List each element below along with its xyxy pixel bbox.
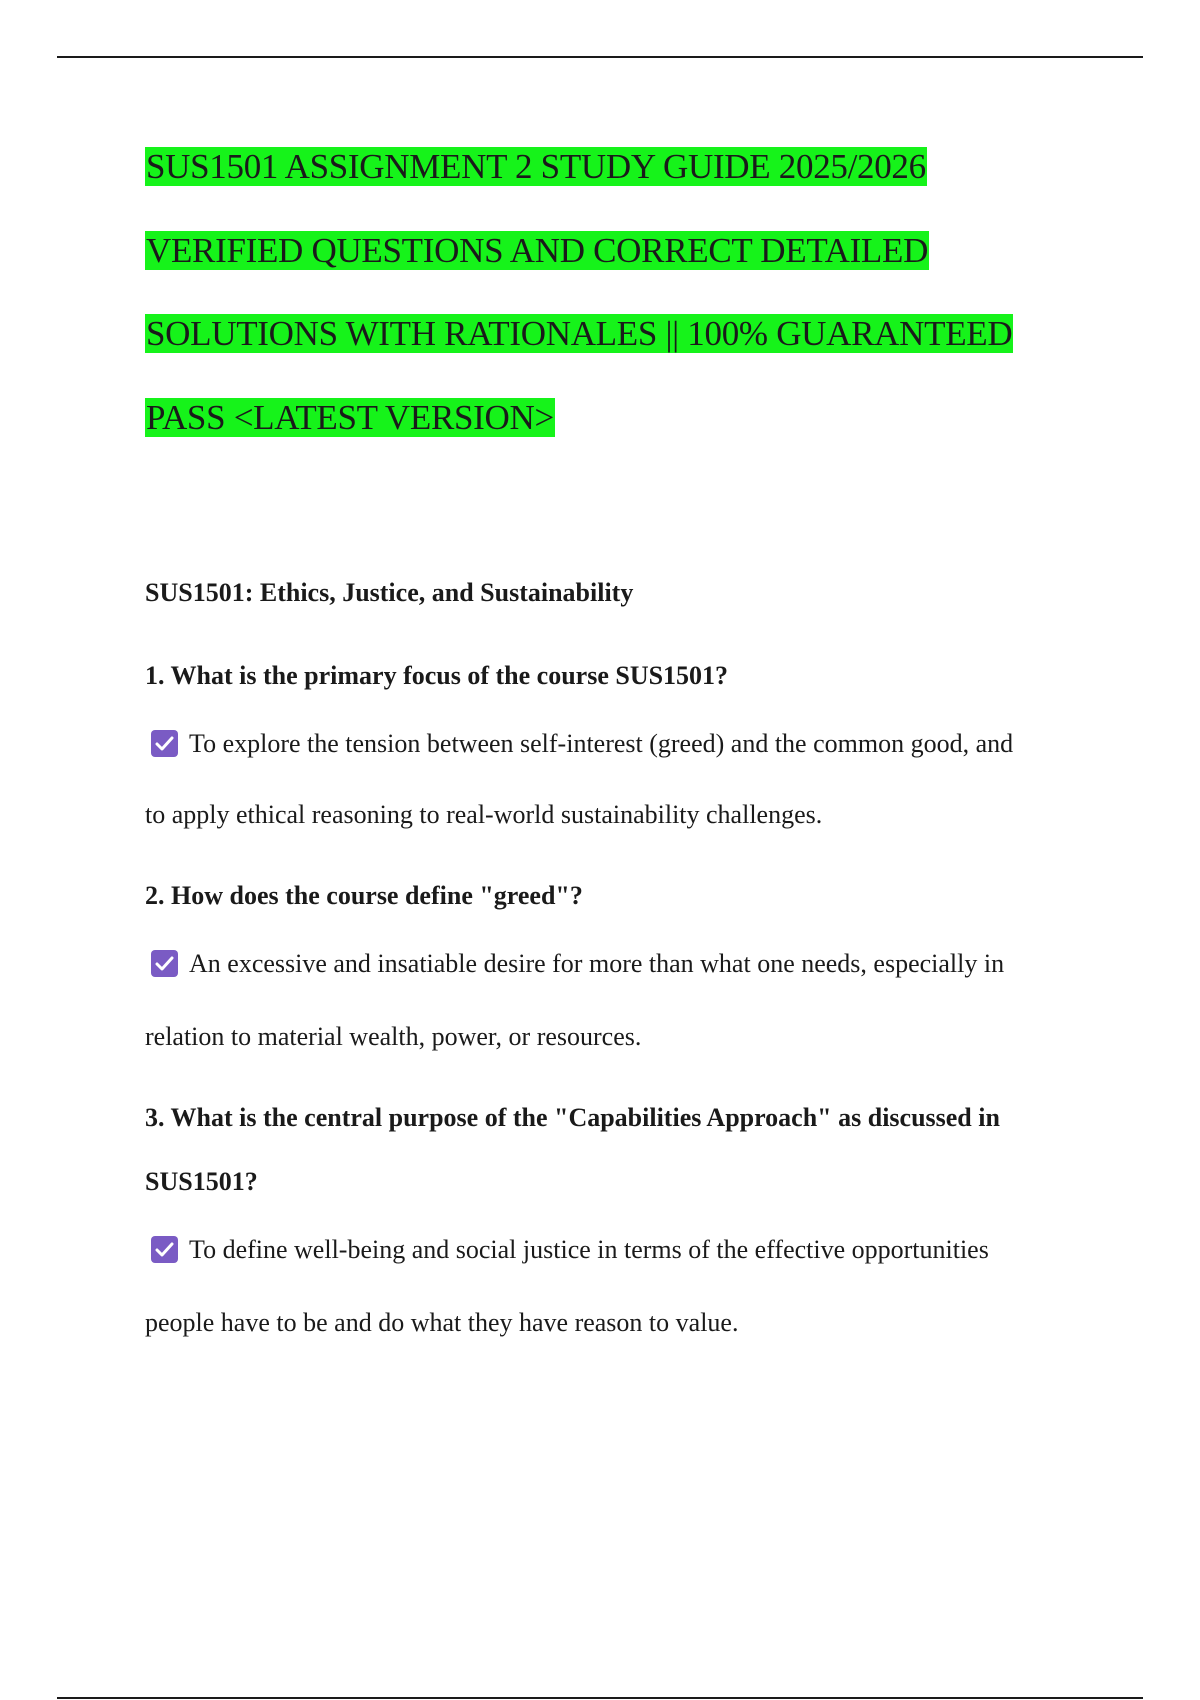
title-line-2-text: VERIFIED QUESTIONS AND CORRECT DETAILED xyxy=(146,231,929,270)
title-line-3-text: SOLUTIONS WITH RATIONALES || 100% GUARANTEED xyxy=(146,314,1013,353)
title-line-4-text: PASS <LATEST VERSION> xyxy=(146,398,554,437)
title-line-1 xyxy=(145,145,927,189)
answer-3-line-1 xyxy=(145,1234,989,1266)
answer-3-line-2: people have to be and do what they have reason to value. xyxy=(145,1308,739,1337)
checkbox-checked-icon xyxy=(151,730,178,757)
checkbox-checked-icon xyxy=(151,950,178,977)
answer-2-line-1 xyxy=(145,948,1004,980)
checkbox-checked-icon xyxy=(151,1236,178,1263)
answer-2-text-1: An excessive and insatiable desire for more than what one needs, especially in xyxy=(189,949,1005,978)
top-rule xyxy=(57,56,1143,58)
title-line-1-text: SUS1501 ASSIGNMENT 2 STUDY GUIDE 2025/2026 xyxy=(146,147,926,186)
answer-1-text-1: To explore the tension between self-interest (greed) and the common good, and xyxy=(189,729,1014,758)
question-1: 1. What is the primary focus of the course SUS1501? xyxy=(145,661,729,690)
title-line-4 xyxy=(145,396,555,440)
title-line-2 xyxy=(145,229,929,273)
question-2: 2. How does the course define "greed"? xyxy=(145,881,583,910)
answer-1-line-1 xyxy=(145,728,1013,760)
bottom-rule xyxy=(57,1697,1143,1699)
answer-3-text-1: To define well-being and social justice in terms of the effective opportunities xyxy=(189,1235,989,1264)
course-heading: SUS1501: Ethics, Justice, and Sustainability xyxy=(145,578,634,607)
title-line-3 xyxy=(145,312,1013,356)
question-3-line-1: 3. What is the central purpose of the "Capabilities Approach" as discussed in xyxy=(145,1103,1000,1132)
answer-1-line-2: to apply ethical reasoning to real-world sustainability challenges. xyxy=(145,800,823,829)
answer-2-line-2: relation to material wealth, power, or resources. xyxy=(145,1022,642,1051)
question-3-line-2: SUS1501? xyxy=(145,1167,258,1196)
